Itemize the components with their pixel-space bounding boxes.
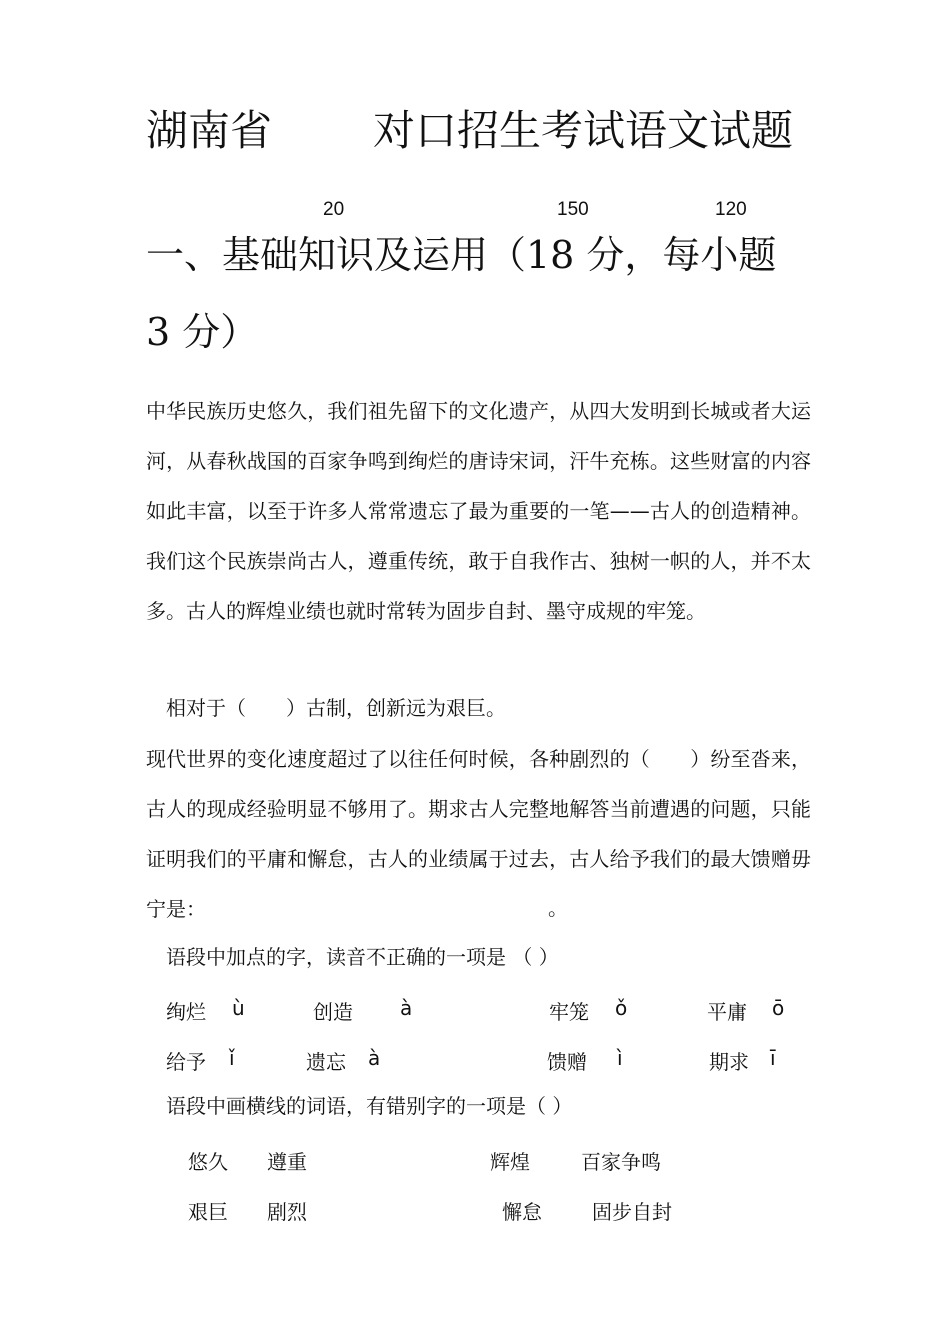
q1-pinyin: ǐ [229,1046,235,1070]
number-120: 120 [715,199,747,220]
title-province: 湖南省 [146,106,273,155]
q1-word: 创造 [313,1000,353,1024]
q2-word: 百家争鸣 [581,1150,661,1174]
q1-pinyin: à [368,1046,381,1070]
q2-word: 懈怠 [502,1200,542,1224]
q1-word: 给予 [166,1050,206,1074]
q2-word: 剧烈 [267,1200,307,1224]
q2-word: 悠久 [188,1150,228,1174]
q2-word: 艰巨 [188,1200,228,1224]
question2-stem: 语段中画横线的词语，有错别字的一项是（ ） [166,1094,573,1118]
title-exam: 对口招生考试语文试题 [373,106,794,155]
number-20: 20 [323,199,345,220]
q1-word: 绚烂 [166,1000,206,1024]
q1-pinyin: à [400,996,413,1020]
q1-word: 遗忘 [306,1050,346,1074]
q1-pinyin: ì [617,1046,623,1070]
q1-word: 馈赠 [547,1050,587,1074]
number-150: 150 [557,199,589,220]
q1-pinyin: ù [232,996,245,1020]
q1-pinyin: ō [772,996,785,1020]
q1-pinyin: ǒ [615,996,628,1020]
passage-paragraph-2: 相对于（ ）古制，创新远为艰巨。 [166,696,506,720]
passage-blank-end: 。 [548,896,568,920]
passage-paragraph-1: 中华民族历史悠久，我们祖先留下的文化遗产，从四大发明到长城或者大运河，从春秋战国的百家争鸣到绚烂的唐诗宋词，汗牛充栋。这些财富的内容如此丰富，以至于许多人常常遗忘了最为重要的一笔——古人的创造精神。我们这个民族崇尚古人，遵重传统，敢于自我作古、独树一帜的人，并不太多。古人的辉煌业绩也就时常转为固步自封、墨守成规的牢笼。 [146,399,811,623]
q1-word: 牢笼 [549,1000,589,1024]
q2-word: 固步自封 [592,1200,672,1224]
question1-stem: 语段中加点的字，读音不正确的一项是 （ ） [166,945,559,969]
passage-paragraph-3: 现代世界的变化速度超过了以往任何时候，各种剧烈的（ ）纷至沓来，古人的现成经验明显不够用了。期求古人完整地解答当前遭遇的问题，只能证明我们的平庸和懈怠，古人的业绩属于过去，古人给予我们的最大馈赠毋宁是： [146,747,811,921]
q2-word: 遵重 [267,1150,307,1174]
q1-pinyin: ī [770,1046,776,1070]
section-heading-line1: 一、基础知识及运用（18 分，每小题 [146,233,777,277]
q1-word: 期求 [709,1050,749,1074]
section-heading-line2: 3 分） [146,310,259,354]
q2-word: 辉煌 [490,1150,530,1174]
q1-word: 平庸 [707,1000,747,1024]
